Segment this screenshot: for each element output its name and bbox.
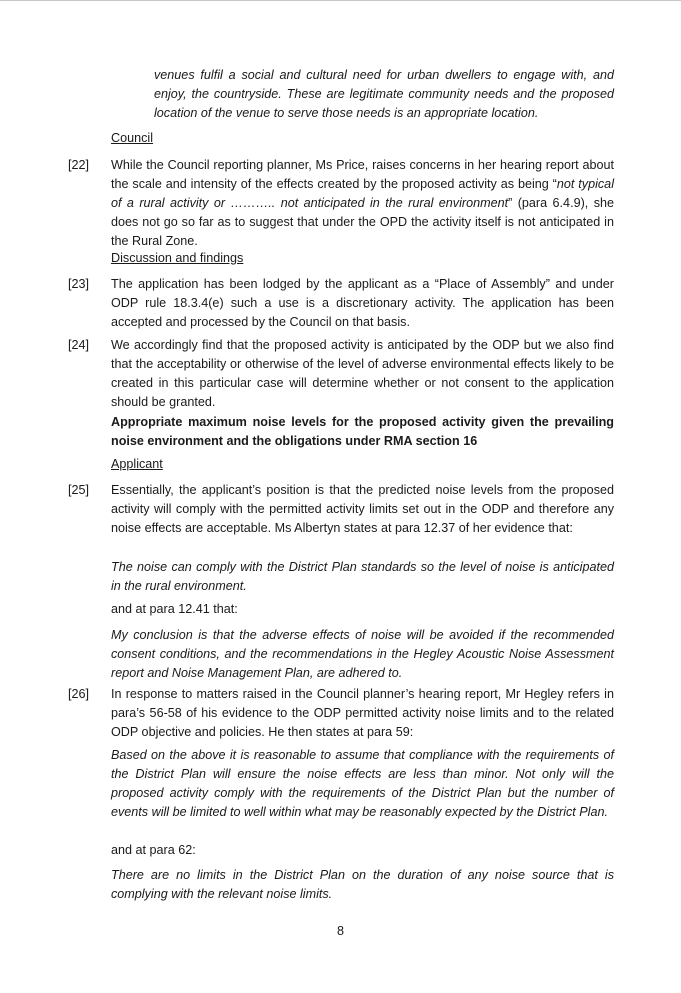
heading-applicant: Applicant [111,457,163,471]
top-divider [0,0,681,1]
para-23-number: [23] [68,277,90,291]
para-22-text-a: While the Council reporting planner, Ms Price, raises concerns in her hearing report about the scale and intensity of the effects created by the proposed activity as being “ [111,158,614,191]
para-26-quote-2: There are no limits in the District Plan on the duration of any noise source that is complying with the relevant noise limits. [111,868,614,901]
para-26-quote-1: Based on the above it is reasonable to assume that compliance with the requirements of the District Plan will ensure the noise effects are less than minor. Not only will the proposed activity comply with the requirements of the District Plan but the number of events will be limited to well within what may be reasonably expected by the District Plan. [111,748,614,819]
para-26-text: In response to matters raised in the Council planner’s hearing report, Mr Hegley refers in para’s 56-58 of his evidence to the ODP permitted activity noise limits and to the related ODP objective and policies. He then states at para 59: [111,687,614,739]
para-22-number: [22] [68,158,90,172]
opening-quote: venues fulfil a social and cultural need for urban dwellers to engage with, and enjoy, the countryside. These are legitimate community needs and the proposed location of the venue to serve those needs is an appropriate location. [154,68,614,120]
para-26-number: [26] [68,687,90,701]
para-25-quote-2: My conclusion is that the adverse effects of noise will be avoided if the recommended consent conditions, and the recommendations in the Hegley Acoustic Noise Assessment report and Noise Management Plan, are adhered to. [111,628,614,680]
para-26-connector: and at para 62: [111,843,196,857]
para-25-number: [25] [68,483,90,497]
para-24-text: We accordingly find that the proposed activity is anticipated by the ODP but we also find that the acceptability or otherwise of the level of adverse environmental effects likely to be created in this particular case will determine whether or not consent to the application should be granted. [111,338,614,409]
para-24-number: [24] [68,338,90,352]
section-heading: Appropriate maximum noise levels for the proposed activity given the prevailing noise environment and the obligations under RMA section 16 [111,415,614,448]
para-25-text: Essentially, the applicant’s position is that the predicted noise levels from the proposed activity will comply with the permitted activity limits set out in the ODP and therefore any noise effects are acceptable. Ms Albertyn states at para 12.37 of her evidence that: [111,483,614,535]
para-25-quote-1: The noise can comply with the District Plan standards so the level of noise is anticipated in the rural environment. [111,560,614,593]
para-22-text-b: ” (para 6.4.9), she does not go so far as to suggest that under the OPD the activity itself is not anticipated in the Rural Zone. [111,196,614,248]
page-number: 8 [336,924,344,938]
heading-council: Council [111,131,153,145]
para-25-connector: and at para 12.41 that: [111,602,238,616]
para-22-quoted: not typical of a rural activity or ……….. not anticipated in the rural environment [111,177,614,210]
heading-discussion: Discussion and findings [111,251,244,265]
para-23-text: The application has been lodged by the applicant as a “Place of Assembly” and under ODP rule 18.3.4(e) such a use is a discretionary activity. The application has been accepted and processed by the Council on that basis. [111,277,614,329]
para-22-text [111,156,614,251]
